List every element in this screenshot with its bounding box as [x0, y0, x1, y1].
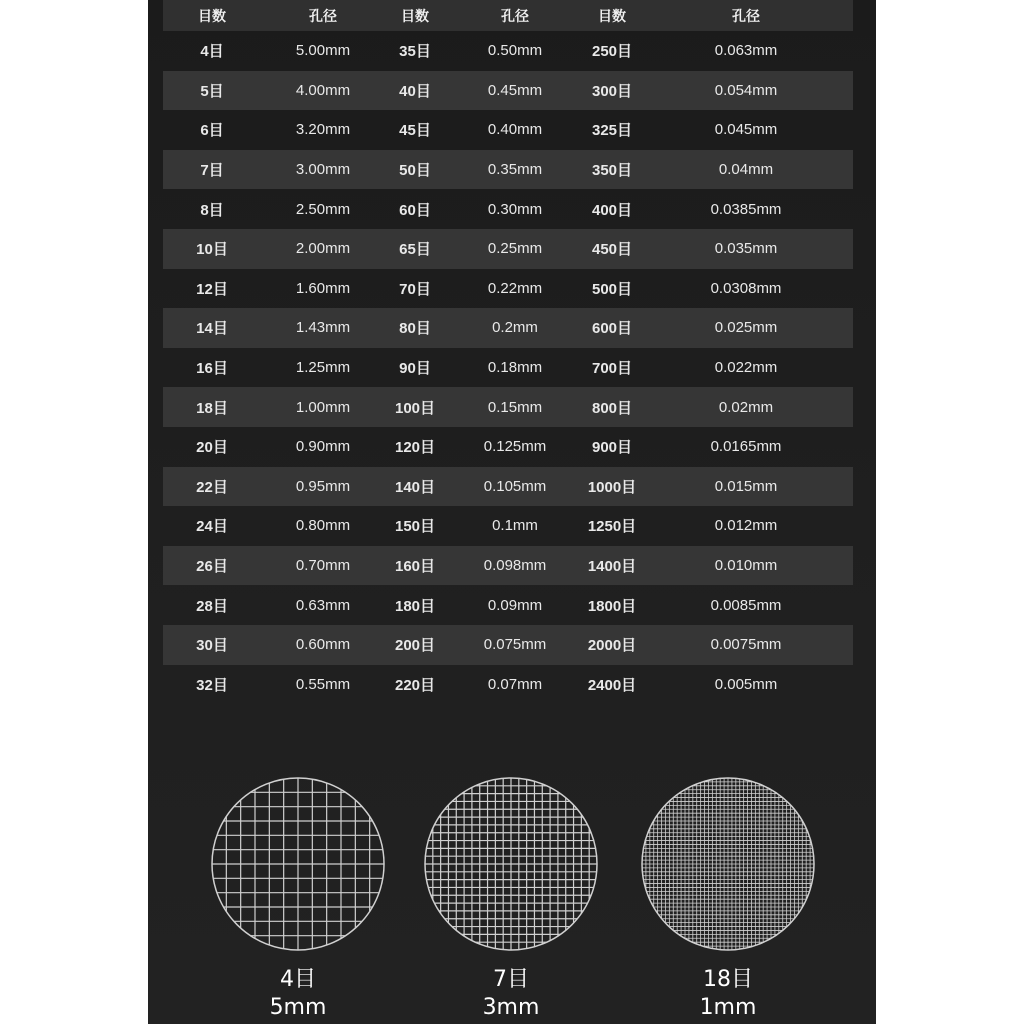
mesh-count-cell: 28目	[196, 597, 228, 615]
header-aperture-3: 孔径	[732, 7, 760, 24]
mesh-count-cell: 160目	[394, 558, 436, 576]
aperture-cell: 0.045mm	[714, 121, 778, 139]
aperture-cell: 0.0085mm	[710, 596, 782, 614]
mesh-count-cell: 120目	[394, 439, 436, 457]
mesh-count-cell: 45目	[399, 122, 431, 140]
header-aperture-1: 孔径	[309, 7, 337, 24]
aperture-cell: 0.18mm	[487, 359, 543, 377]
aperture-cell: 0.022mm	[714, 359, 778, 377]
mesh-count-cell: 1000目	[587, 478, 637, 496]
mesh-count-cell: 350目	[591, 162, 633, 180]
aperture-cell: 0.012mm	[714, 517, 778, 535]
aperture-cell: 1.25mm	[295, 359, 351, 377]
mesh-count-cell: 180目	[394, 597, 436, 615]
header-mesh-2: 目数	[401, 7, 429, 24]
aperture-cell: 0.0075mm	[710, 636, 782, 654]
aperture-cell: 0.125mm	[483, 438, 547, 456]
spec-panel	[148, 0, 876, 1024]
aperture-cell: 0.45mm	[487, 81, 543, 99]
mesh-count-cell: 200目	[394, 637, 436, 655]
aperture-cell: 0.054mm	[714, 81, 778, 99]
aperture-cell: 0.55mm	[295, 675, 351, 693]
header-mesh-1: 目数	[198, 7, 226, 24]
mesh-grid	[210, 776, 386, 952]
aperture-cell: 0.0165mm	[710, 438, 782, 456]
mesh-grid	[423, 776, 599, 952]
sample-aperture-label: 1mm	[699, 995, 757, 1020]
aperture-cell: 1.00mm	[295, 398, 351, 416]
mesh-count-cell: 900目	[591, 439, 633, 457]
mesh-count-cell: 40目	[399, 82, 431, 100]
mesh-count-cell: 50目	[399, 162, 431, 180]
aperture-cell: 0.70mm	[295, 557, 351, 575]
mesh-count-cell: 1800目	[587, 597, 637, 615]
mesh-count-cell: 450目	[591, 241, 633, 259]
aperture-cell: 1.60mm	[295, 279, 351, 297]
table-header-row	[163, 0, 853, 31]
mesh-circle-fine	[640, 776, 816, 952]
aperture-cell: 0.098mm	[483, 557, 547, 575]
mesh-count-cell: 24目	[196, 518, 228, 536]
mesh-count-cell: 26目	[196, 558, 228, 576]
mesh-sample-4	[210, 776, 386, 1022]
mesh-count-cell: 32目	[196, 676, 228, 694]
mesh-count-cell: 6目	[200, 122, 224, 140]
aperture-cell: 5.00mm	[295, 42, 351, 60]
mesh-grid	[640, 776, 816, 952]
aperture-cell: 0.0308mm	[710, 279, 782, 297]
mesh-count-cell: 80目	[399, 320, 431, 338]
table-row	[163, 387, 853, 427]
mesh-count-cell: 400目	[591, 201, 633, 219]
table-row	[163, 506, 853, 546]
table-row	[163, 348, 853, 388]
table-row	[163, 71, 853, 111]
sample-aperture-label: 3mm	[482, 995, 540, 1020]
table-row	[163, 269, 853, 309]
mesh-count-cell: 300目	[591, 82, 633, 100]
mesh-count-cell: 16目	[196, 360, 228, 378]
mesh-count-cell: 600目	[591, 320, 633, 338]
mesh-count-cell: 5目	[200, 82, 224, 100]
aperture-cell: 0.010mm	[714, 557, 778, 575]
mesh-circle-coarse	[210, 776, 386, 952]
mesh-count-cell: 7目	[200, 162, 224, 180]
mesh-count-cell: 8目	[200, 201, 224, 219]
table-row	[163, 150, 853, 190]
aperture-cell: 0.40mm	[487, 121, 543, 139]
mesh-count-cell: 325目	[591, 122, 633, 140]
table-row	[163, 427, 853, 467]
sample-aperture-label: 5mm	[269, 995, 327, 1020]
aperture-cell: 0.95mm	[295, 477, 351, 495]
aperture-cell: 0.015mm	[714, 477, 778, 495]
table-row	[163, 31, 853, 71]
mesh-sample-18	[640, 776, 816, 1022]
mesh-count-cell: 500目	[591, 280, 633, 298]
table-row	[163, 189, 853, 229]
aperture-cell: 0.07mm	[487, 675, 543, 693]
header-mesh-3: 目数	[598, 7, 626, 24]
aperture-cell: 0.005mm	[714, 675, 778, 693]
aperture-cell: 0.025mm	[714, 319, 778, 337]
mesh-count-cell: 2000目	[587, 637, 637, 655]
mesh-count-cell: 700目	[591, 360, 633, 378]
mesh-count-cell: 22目	[196, 478, 228, 496]
table-row	[163, 467, 853, 507]
mesh-count-cell: 90目	[399, 360, 431, 378]
aperture-cell: 0.2mm	[492, 319, 538, 337]
aperture-cell: 0.075mm	[483, 636, 547, 654]
aperture-cell: 0.60mm	[295, 636, 351, 654]
sample-mesh-label: 4目	[280, 967, 316, 992]
header-aperture-2: 孔径	[501, 7, 529, 24]
mesh-count-cell: 2400目	[587, 676, 637, 694]
table-row	[163, 625, 853, 665]
aperture-cell: 0.25mm	[487, 240, 543, 258]
mesh-count-cell: 18目	[196, 399, 228, 417]
mesh-count-cell: 60目	[399, 201, 431, 219]
aperture-cell: 0.80mm	[295, 517, 351, 535]
table-row	[163, 585, 853, 625]
mesh-sample-7	[423, 776, 599, 1022]
aperture-cell: 0.063mm	[714, 42, 778, 60]
aperture-cell: 2.50mm	[295, 200, 351, 218]
aperture-cell: 3.20mm	[295, 121, 351, 139]
mesh-count-cell: 220目	[394, 676, 436, 694]
sample-mesh-label: 7目	[493, 967, 529, 992]
aperture-cell: 0.04mm	[718, 161, 774, 179]
mesh-count-cell: 100目	[394, 399, 436, 417]
mesh-count-cell: 35目	[399, 43, 431, 61]
mesh-count-cell: 12目	[196, 280, 228, 298]
aperture-cell: 0.22mm	[487, 279, 543, 297]
aperture-cell: 0.15mm	[487, 398, 543, 416]
aperture-cell: 0.1mm	[492, 517, 538, 535]
sample-mesh-label: 18目	[703, 967, 753, 992]
mesh-aperture-table	[163, 0, 853, 704]
aperture-cell: 0.02mm	[718, 398, 774, 416]
mesh-count-cell: 1400目	[587, 558, 637, 576]
aperture-cell: 0.50mm	[487, 42, 543, 60]
aperture-cell: 3.00mm	[295, 161, 351, 179]
aperture-cell: 2.00mm	[295, 240, 351, 258]
aperture-cell: 0.105mm	[483, 477, 547, 495]
mesh-count-cell: 10目	[196, 241, 228, 259]
mesh-count-cell: 1250目	[587, 518, 637, 536]
mesh-count-cell: 800目	[591, 399, 633, 417]
table-row	[163, 308, 853, 348]
mesh-count-cell: 70目	[399, 280, 431, 298]
table-row	[163, 665, 853, 705]
table-body	[163, 31, 853, 704]
aperture-cell: 0.35mm	[487, 161, 543, 179]
aperture-cell: 0.09mm	[487, 596, 543, 614]
mesh-circle-medium	[423, 776, 599, 952]
mesh-count-cell: 14目	[196, 320, 228, 338]
aperture-cell: 0.035mm	[714, 240, 778, 258]
table-row	[163, 229, 853, 269]
mesh-count-cell: 4目	[200, 43, 224, 61]
mesh-count-cell: 250目	[591, 43, 633, 61]
aperture-cell: 0.30mm	[487, 200, 543, 218]
table-row	[163, 110, 853, 150]
aperture-cell: 0.63mm	[295, 596, 351, 614]
aperture-cell: 0.0385mm	[710, 200, 782, 218]
mesh-count-cell: 30目	[196, 637, 228, 655]
aperture-cell: 1.43mm	[295, 319, 351, 337]
table-row	[163, 546, 853, 586]
mesh-count-cell: 140目	[394, 478, 436, 496]
aperture-cell: 4.00mm	[295, 81, 351, 99]
aperture-cell: 0.90mm	[295, 438, 351, 456]
mesh-count-cell: 65目	[399, 241, 431, 259]
mesh-count-cell: 20目	[196, 439, 228, 457]
mesh-count-cell: 150目	[394, 518, 436, 536]
